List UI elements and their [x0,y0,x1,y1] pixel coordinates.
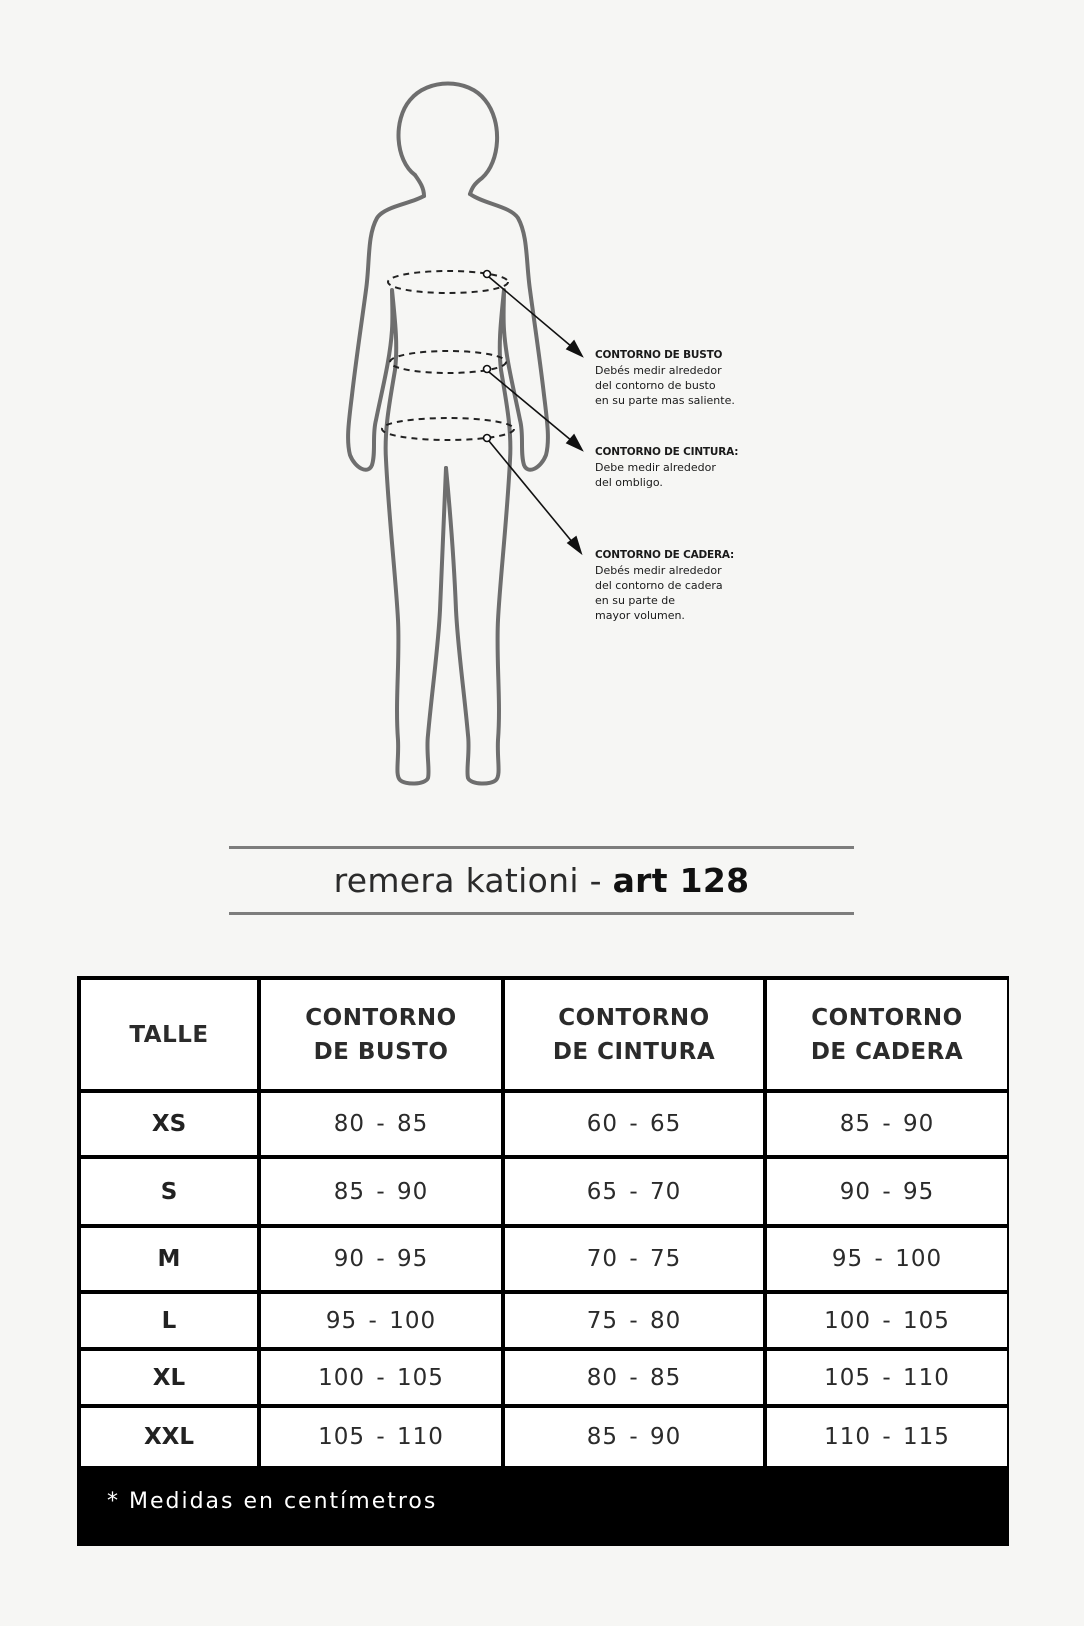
range-separator: - [368,1307,378,1334]
table-row [81,1228,1007,1290]
range-min: 90 [333,1246,365,1272]
cintura-range-cell [505,1159,763,1224]
waist-annotation-line: del ombligo. [595,476,663,489]
range-max: 85 [397,1111,429,1137]
range-max: 80 [650,1307,682,1334]
table-row [81,1351,1007,1404]
silhouette-outline [348,84,548,784]
footnote: * Medidas en centímetros [81,1480,1005,1540]
range-min: 95 [831,1246,864,1272]
size-cell: M [81,1228,257,1290]
range-min: 110 [824,1424,871,1450]
size-cell: XL [81,1351,257,1404]
measurement-lines [382,271,514,440]
hip-annotation-line: Debés medir alrededor [595,564,722,577]
range-separator: - [874,1246,884,1272]
body-left-outline [348,196,446,784]
range-max: 90 [650,1424,682,1450]
range-min: 85 [839,1111,871,1137]
busto-range-cell [261,1159,501,1224]
product-title [229,858,854,904]
bust-annotation [595,348,735,408]
range-separator: - [376,1424,386,1450]
cintura-range-cell [505,1408,763,1466]
range-min: 90 [839,1178,871,1205]
bust-annotation-line: Debés medir alrededor [595,364,722,377]
range-separator: - [629,1111,639,1137]
cadera-range-cell [767,1408,1007,1466]
cintura-range-cell [505,1093,763,1155]
pointer-arrows [484,271,583,554]
range-separator: - [629,1307,639,1334]
table-row [81,1093,1007,1155]
range-separator: - [376,1246,386,1272]
hip-annotation [595,548,734,623]
range-max: 95 [397,1246,429,1272]
range-max: 65 [650,1111,682,1137]
range-separator: - [882,1307,892,1334]
range-max: 75 [650,1246,682,1272]
head-outline [399,84,498,195]
range-separator: - [882,1111,892,1137]
hip-measure-line [382,418,514,440]
range-separator: - [629,1364,639,1391]
range-min: 70 [586,1246,618,1272]
cadera-range-cell [767,1093,1007,1155]
range-max: 105 [397,1364,444,1391]
range-min: 60 [586,1111,618,1137]
range-separator: - [376,1178,386,1205]
range-min: 80 [333,1111,365,1137]
bust-annotation-heading: CONTORNO DE BUSTO [595,349,723,361]
title-bottom-rule [229,912,854,915]
range-max: 90 [903,1111,935,1137]
busto-range-cell [261,1093,501,1155]
range-min: 100 [824,1307,871,1334]
product-name: remera kationi - [333,861,613,900]
hip-annotation-line: del contorno de cadera [595,579,723,592]
cadera-range-cell [767,1228,1007,1290]
waist-annotation-line: Debe medir alrededor [595,461,716,474]
range-separator: - [629,1246,639,1272]
busto-range-cell [261,1351,501,1404]
range-min: 95 [325,1307,358,1334]
range-separator: - [629,1178,639,1205]
size-cell: XXL [81,1408,257,1466]
header-talle: TALLE [81,980,257,1089]
hip-annotation-line: mayor volumen. [595,609,685,622]
busto-range-cell [261,1294,501,1347]
range-separator: - [376,1111,386,1137]
range-max: 100 [389,1307,437,1334]
range-min: 80 [586,1364,618,1391]
range-max: 115 [903,1424,950,1450]
cintura-range-cell [505,1294,763,1347]
range-separator: - [882,1178,892,1205]
waist-annotation-heading: CONTORNO DE CINTURA: [595,446,739,458]
range-separator: - [882,1424,892,1450]
range-separator: - [882,1364,892,1391]
cadera-range-cell [767,1294,1007,1347]
range-max: 105 [903,1307,950,1334]
cintura-range-cell [505,1351,763,1404]
header-cintura: CONTORNO DE CINTURA [505,980,763,1089]
range-max: 90 [397,1178,429,1205]
hip-annotation-line: en su parte de [595,594,676,607]
table-row [81,1408,1007,1466]
range-max: 70 [650,1178,682,1205]
range-min: 85 [586,1424,618,1450]
cadera-range-cell [767,1159,1007,1224]
size-table [77,976,1009,1546]
cintura-range-cell [505,1228,763,1290]
busto-range-cell [261,1408,501,1466]
range-max: 110 [397,1424,444,1450]
range-max: 100 [895,1246,943,1272]
size-cell: S [81,1159,257,1224]
busto-range-cell [261,1228,501,1290]
hip-annotation-heading: CONTORNO DE CADERA: [595,549,735,561]
range-max: 95 [903,1178,935,1205]
body-right-outline [446,194,548,784]
table-row [81,1294,1007,1347]
title-top-rule [229,846,854,849]
range-min: 85 [333,1178,365,1205]
cadera-range-cell [767,1351,1007,1404]
range-min: 65 [586,1178,618,1205]
range-min: 75 [586,1307,618,1334]
range-separator: - [376,1364,386,1391]
header-cadera: CONTORNO DE CADERA [767,980,1007,1089]
range-separator: - [629,1424,639,1450]
body-figure-illustration [0,0,1084,800]
bust-annotation-line: del contorno de busto [595,379,716,392]
header-busto: CONTORNO DE BUSTO [261,980,501,1089]
product-article: art 128 [612,861,750,900]
table-header-row [81,980,1007,1089]
size-cell: L [81,1294,257,1347]
size-cell: XS [81,1093,257,1155]
table-row [81,1159,1007,1224]
bust-annotation-line: en su parte mas saliente. [595,394,735,407]
range-max: 85 [650,1364,682,1391]
waist-annotation [595,445,738,490]
range-min: 105 [318,1424,365,1450]
range-min: 105 [824,1364,871,1391]
range-min: 100 [318,1364,365,1391]
range-max: 110 [903,1364,950,1391]
